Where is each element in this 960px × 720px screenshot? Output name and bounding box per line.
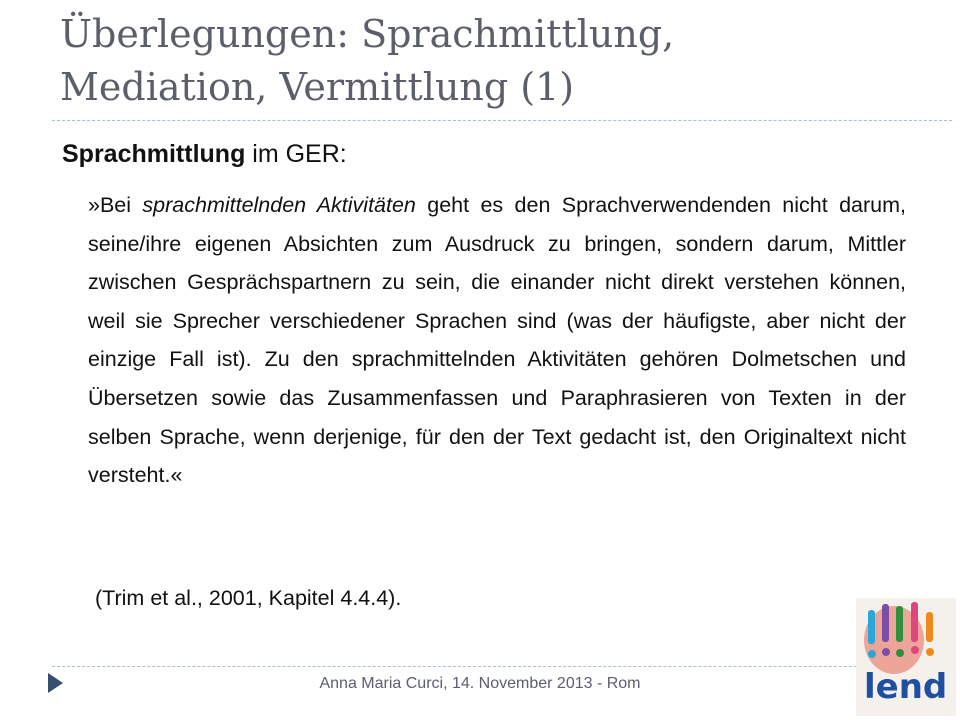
section-heading bbox=[62, 134, 347, 174]
paint-stroke-orange bbox=[926, 612, 933, 642]
quote-body: geht es den Sprachverwendenden nicht darum, seine/ihre eigenen Absichten zum Ausdruck zu bringen, sondern darum, Mittler zwischen Gesprächspartnern zu sein, die einander nicht direkt verstehen können, weil sie Sprecher verschiedener Sprachen sind (was der häufigste, aber nicht der einzige Fall ist). Zu den sprachmittelnden Aktivitäten gehören Dolmetschen und Übersetzen sowie das Zusammenfassen und Paraphrasieren von Texten in der selben Sprache, wenn derjenige, für den der Text gedacht ist, den Originaltext nicht versteht.« bbox=[88, 193, 906, 488]
quote-paragraph bbox=[88, 186, 906, 495]
slide-title bbox=[60, 8, 880, 114]
quote-italic-term: sprachmittelnden Aktivitäten bbox=[142, 193, 416, 217]
title-divider bbox=[52, 120, 952, 121]
section-heading-rest: im GER: bbox=[245, 140, 347, 168]
footer-text: Anna Maria Curci, 14. November 2013 - Rom bbox=[319, 675, 641, 692]
logo-wordmark: lend bbox=[864, 667, 948, 707]
section-heading-bold: Sprachmittlung bbox=[62, 140, 246, 168]
paint-stroke-blue bbox=[868, 610, 875, 644]
paint-stroke-pink bbox=[911, 602, 918, 642]
footer-divider bbox=[52, 666, 952, 667]
quote-open: »Bei bbox=[88, 193, 143, 217]
slide-title-line-2: Mediation, Vermittlung (1) bbox=[60, 65, 575, 109]
citation: (Trim et al., 2001, Kapitel 4.4.4). bbox=[95, 586, 402, 610]
paint-stroke-purple bbox=[882, 604, 889, 642]
lend-logo bbox=[856, 598, 956, 716]
paint-stroke-green bbox=[896, 606, 903, 642]
slide-title-line-1: Überlegungen: Sprachmittlung, bbox=[60, 12, 675, 56]
